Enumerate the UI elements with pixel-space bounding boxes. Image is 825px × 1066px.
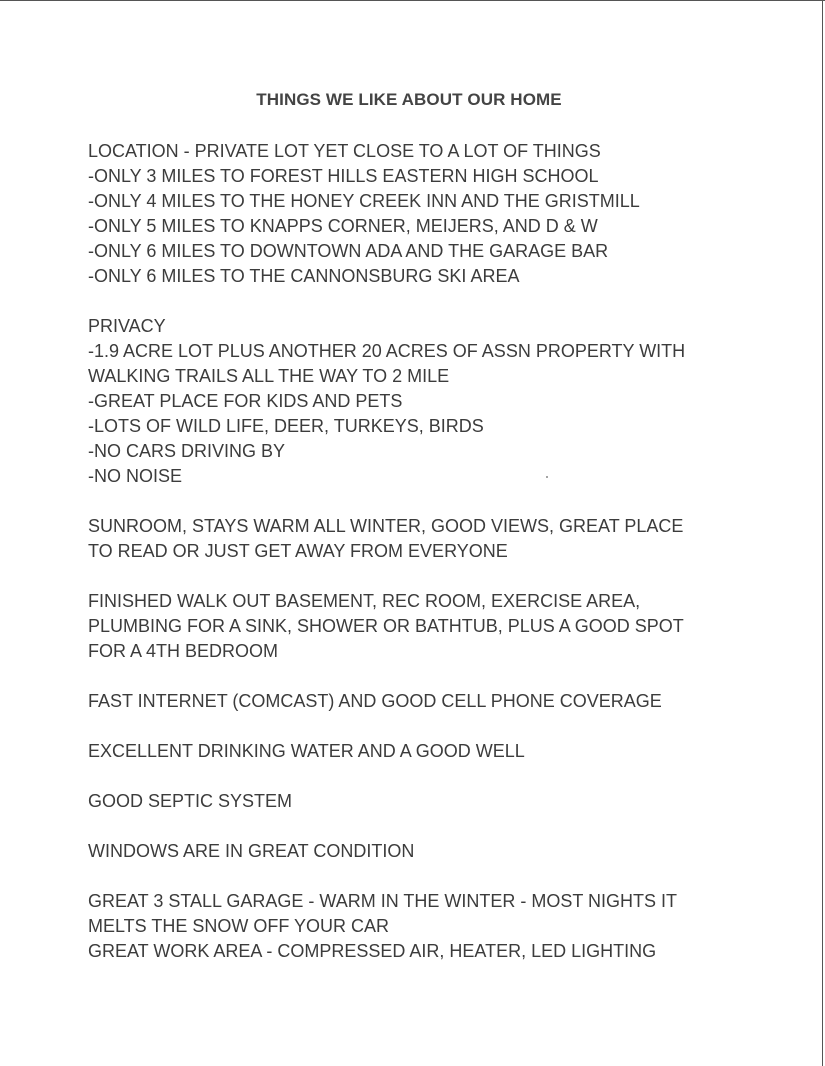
text-line: -ONLY 5 MILES TO KNAPPS CORNER, MEIJERS, AND D & W xyxy=(88,216,598,236)
text-line: -ONLY 6 MILES TO THE CANNONSBURG SKI AREA xyxy=(88,266,520,286)
document-body xyxy=(88,139,788,989)
text-line: -ONLY 3 MILES TO FOREST HILLS EASTERN HIGH SCHOOL xyxy=(88,166,599,186)
text-line: WINDOWS ARE IN GREAT CONDITION xyxy=(88,841,415,861)
text-line: -NO CARS DRIVING BY xyxy=(88,441,286,461)
text-line: FOR A 4TH BEDROOM xyxy=(88,641,279,661)
section-water xyxy=(88,739,788,764)
section-septic xyxy=(88,789,788,814)
page-border-top xyxy=(0,0,825,1)
section-internet xyxy=(88,689,788,714)
section-windows xyxy=(88,839,788,864)
document-title: THINGS WE LIKE ABOUT OUR HOME xyxy=(256,90,562,109)
text-line: GREAT 3 STALL GARAGE - WARM IN THE WINTER - MOST NIGHTS IT xyxy=(88,891,678,911)
text-line: EXCELLENT DRINKING WATER AND A GOOD WELL xyxy=(88,741,525,761)
text-line: TO READ OR JUST GET AWAY FROM EVERYONE xyxy=(88,541,508,561)
section-basement xyxy=(88,589,788,664)
text-line: -GREAT PLACE FOR KIDS AND PETS xyxy=(88,391,403,411)
page-border-right xyxy=(822,0,823,1066)
text-line: -ONLY 6 MILES TO DOWNTOWN ADA AND THE GARAGE BAR xyxy=(88,241,609,261)
text-line: GOOD SEPTIC SYSTEM xyxy=(88,791,293,811)
text-line: -NO NOISE xyxy=(88,466,183,486)
text-line: WALKING TRAILS ALL THE WAY TO 2 MILE xyxy=(88,366,450,386)
text-line: -ONLY 4 MILES TO THE HONEY CREEK INN AND THE GRISTMILL xyxy=(88,191,640,211)
text-line: -LOTS OF WILD LIFE, DEER, TURKEYS, BIRDS xyxy=(88,416,484,436)
text-line: PRIVACY xyxy=(88,316,166,336)
text-line: GREAT WORK AREA - COMPRESSED AIR, HEATER, LED LIGHTING xyxy=(88,941,657,961)
section-location xyxy=(88,139,788,289)
text-line: -1.9 ACRE LOT PLUS ANOTHER 20 ACRES OF ASSN PROPERTY WITH xyxy=(88,341,686,361)
section-privacy xyxy=(88,314,788,489)
text-line: FINISHED WALK OUT BASEMENT, REC ROOM, EXERCISE AREA, xyxy=(88,591,641,611)
text-line: PLUMBING FOR A SINK, SHOWER OR BATHTUB, PLUS A GOOD SPOT xyxy=(88,616,684,636)
text-line: FAST INTERNET (COMCAST) AND GOOD CELL PHONE COVERAGE xyxy=(88,691,662,711)
text-line: MELTS THE SNOW OFF YOUR CAR xyxy=(88,916,390,936)
text-line: LOCATION - PRIVATE LOT YET CLOSE TO A LOT OF THINGS xyxy=(88,141,601,161)
text-line: SUNROOM, STAYS WARM ALL WINTER, GOOD VIEWS, GREAT PLACE xyxy=(88,516,684,536)
scan-speck xyxy=(546,476,548,478)
section-sunroom xyxy=(88,514,788,564)
section-garage xyxy=(88,889,788,964)
